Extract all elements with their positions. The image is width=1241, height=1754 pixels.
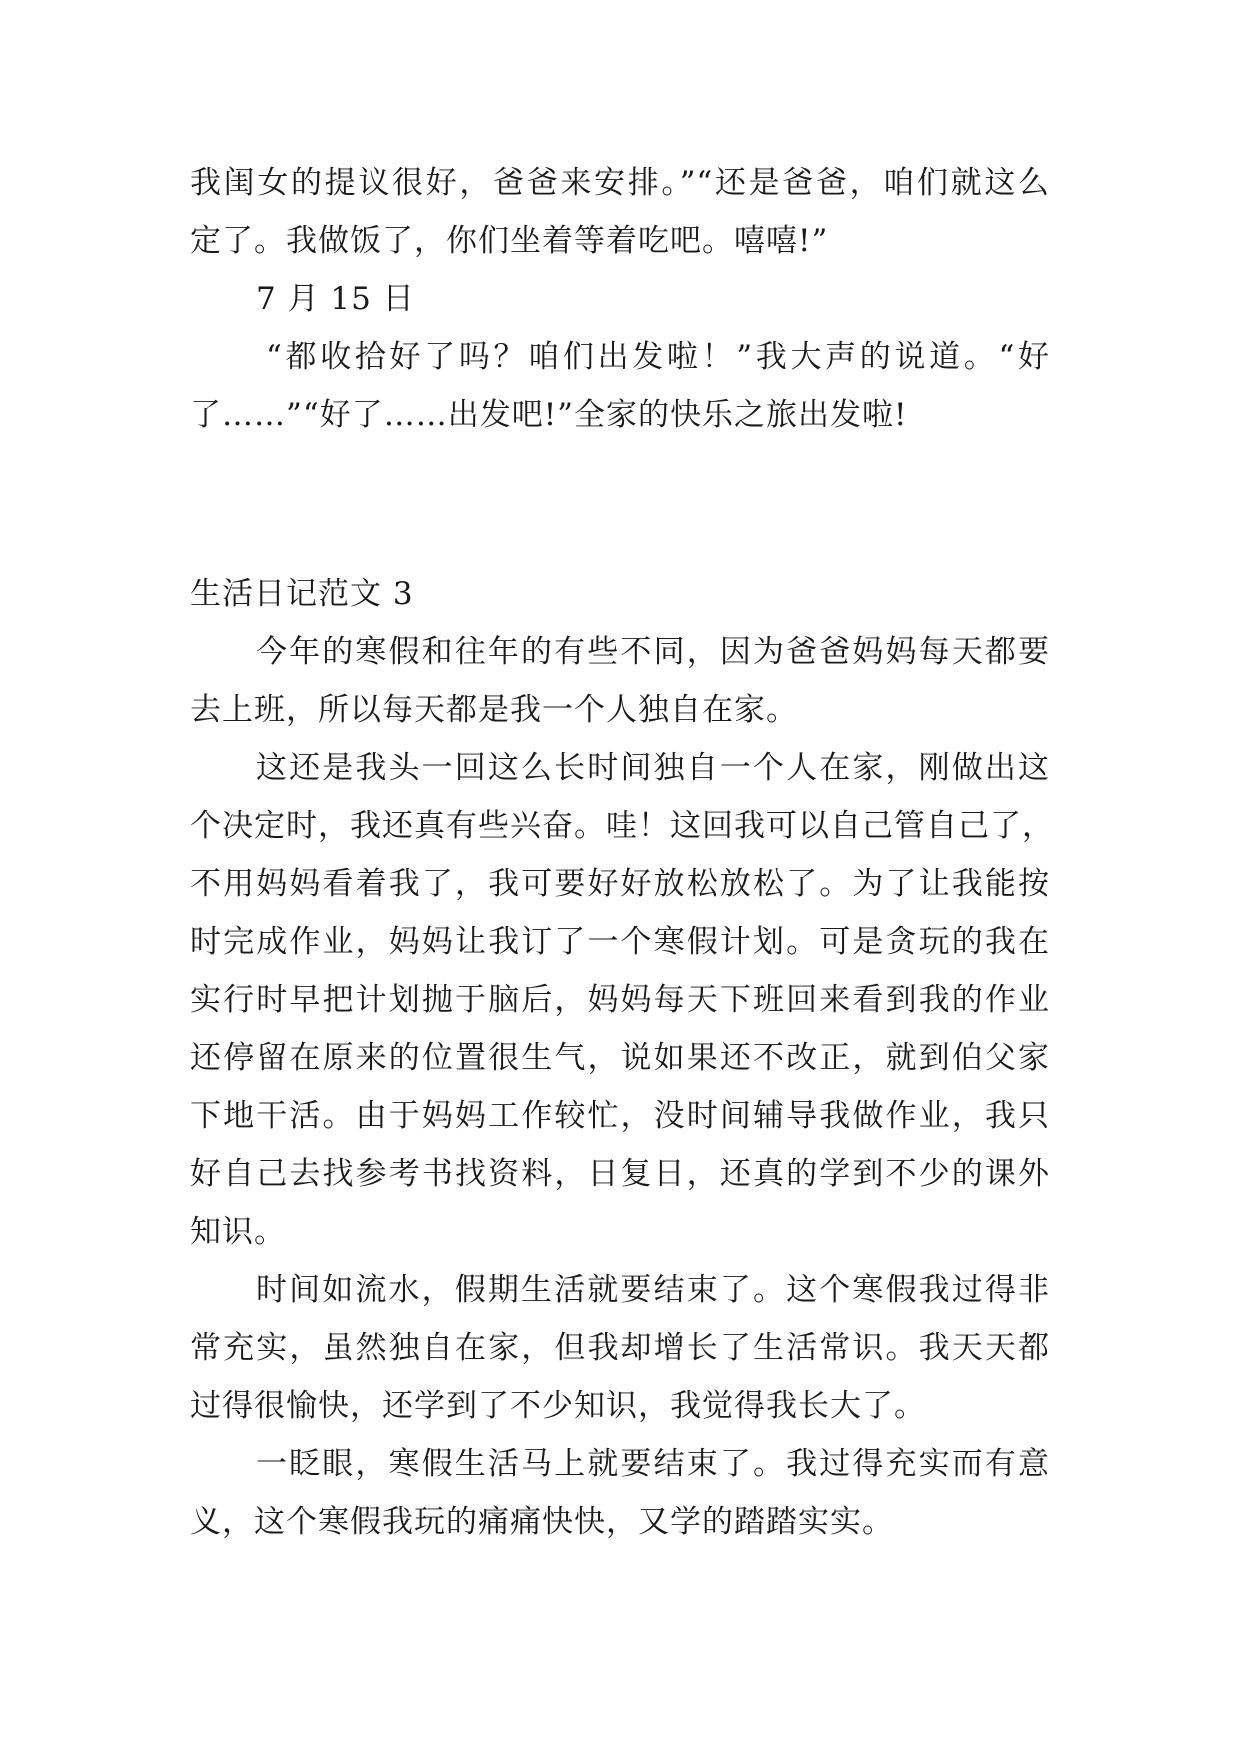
paragraph-line: 一眨眼，寒假生活马上就要结束了。我过得充实而有意	[256, 1446, 1050, 1482]
paragraph-line: 知识。	[190, 1214, 286, 1250]
paragraph-line: 我闺女的提议很好，爸爸来安排。”“还是爸爸，咱们就这么	[190, 165, 1050, 201]
paragraph-line: 下地干活。由于妈妈工作较忙，没时间辅导我做作业，我只	[190, 1098, 1050, 1134]
paragraph-line: 好自己去找参考书找资料，日复日，还真的学到不少的课外	[190, 1156, 1050, 1192]
date-line: 7 月 15 日	[256, 281, 415, 317]
paragraph-line: 去上班，所以每天都是我一个人独自在家。	[190, 692, 798, 728]
paragraph-line: 今年的寒假和往年的有些不同，因为爸爸妈妈每天都要	[256, 634, 1050, 670]
paragraph-line: 义，这个寒假我玩的痛痛快快，又学的踏踏实实。	[190, 1504, 894, 1540]
section-title: 生活日记范文 3	[190, 576, 414, 612]
paragraph-line: 时间如流水，假期生活就要结束了。这个寒假我过得非	[256, 1272, 1050, 1308]
paragraph-line: 时完成作业，妈妈让我订了一个寒假计划。可是贪玩的我在	[190, 924, 1050, 960]
paragraph-line: 不用妈妈看着我了，我可要好好放松放松了。为了让我能按	[190, 866, 1050, 902]
paragraph-line: 还停留在原来的位置很生气，说如果还不改正，就到伯父家	[190, 1040, 1050, 1076]
paragraph-line: “都收拾好了吗？咱们出发啦！”我大声的说道。“好	[266, 339, 1050, 375]
paragraph-line: 实行时早把计划抛于脑后，妈妈每天下班回来看到我的作业	[190, 982, 1050, 1018]
paragraph-line: 定了。我做饭了，你们坐着等着吃吧。嘻嘻!”	[190, 223, 829, 259]
paragraph-line: 了……”“好了……出发吧!”全家的快乐之旅出发啦!	[190, 397, 908, 433]
paragraph-line: 常充实，虽然独自在家，但我却增长了生活常识。我天天都	[190, 1330, 1050, 1366]
paragraph-line: 这还是我头一回这么长时间独自一个人在家，刚做出这	[256, 750, 1050, 786]
paragraph-line: 过得很愉快，还学到了不少知识，我觉得我长大了。	[190, 1388, 926, 1424]
paragraph-line: 个决定时，我还真有些兴奋。哇！这回我可以自己管自己了，	[190, 808, 1054, 844]
